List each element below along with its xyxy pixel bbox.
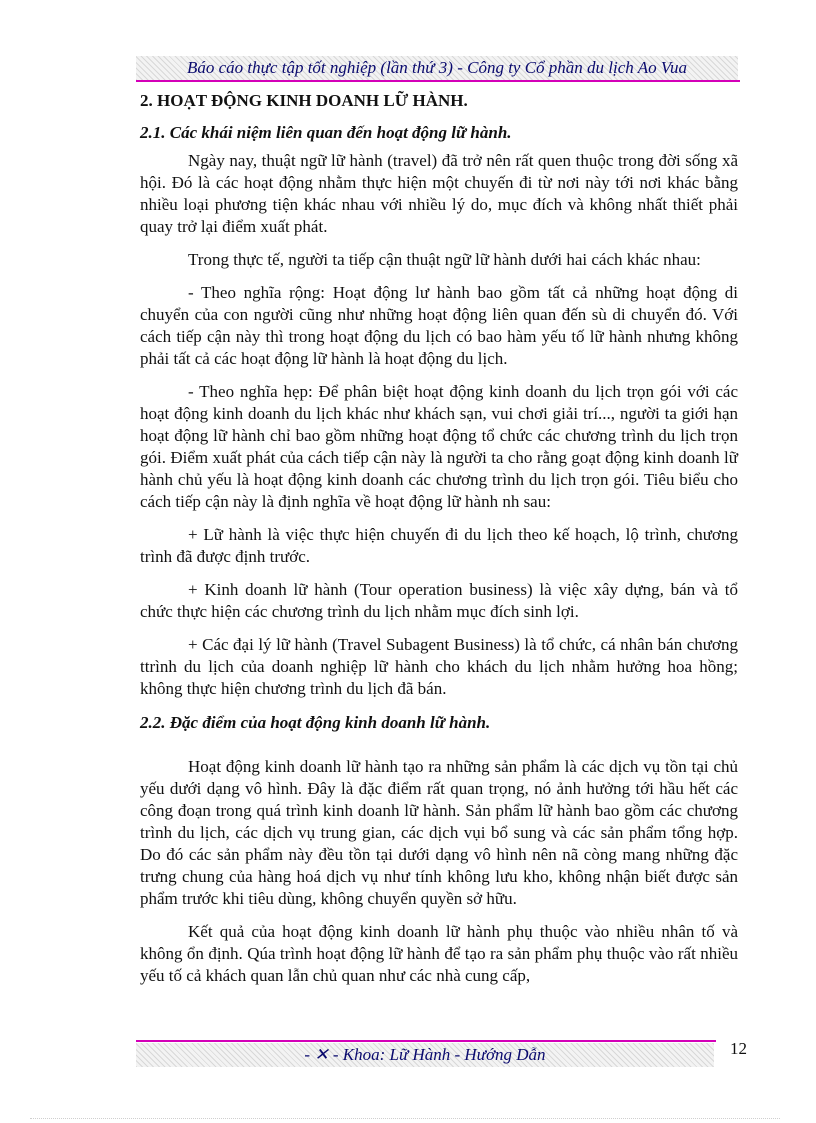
paragraph: - Theo nghĩa rộng: Hoạt động lư hành bao gồm tất cả những hoạt động di chuyển của con người cũng như những hoạt động liên quan đến sù di chuyển đó. Với cách tiếp cận này thì trong hoạt động du lịch có bao hàm yếu tố lữ hành nhưng không phải tất cả các hoạt động lữ hành là hoạt động du lịch.	[140, 283, 738, 368]
page-edge-divider	[30, 1118, 780, 1119]
paragraph: + Các đại lý lữ hành (Travel Subagent Business) là tổ chức, cá nhân bán chương ttrình du lịch của doanh nghiệp lữ hành cho khách du lịch nhằm hưởng hoa hồng; không thực hiện chương trình du lịch đã bán.	[140, 635, 738, 698]
paragraph: Trong thực tế, người ta tiếp cận thuật ngữ lữ hành dưới hai cách khác nhau:	[188, 250, 701, 269]
paragraph: Ngày nay, thuật ngữ lữ hành (travel) đã trở nên rất quen thuộc trong đời sống xã hội. Đó là các hoạt động nhằm thực hiện một chuyến đi từ nơi này tới nơi khác bằng nhiều loại phương tiện khác nhau với nhiều lý do, mục đích và không nhất thiết phải quay trở lại điểm xuất phát.	[140, 151, 738, 236]
header-divider	[136, 80, 740, 82]
section-heading: 2. HOẠT ĐỘNG KINH DOANH LỮ HÀNH.	[140, 91, 468, 110]
subsection-heading-2-1: 2.1. Các khái niệm liên quan đến hoạt động lữ hành.	[140, 123, 512, 142]
footer-divider	[136, 1040, 716, 1042]
document-header-title: Báo cáo thực tập tốt nghiệp (lần thứ 3) - Công ty Cổ phần du lịch Ao Vua	[187, 58, 687, 77]
paragraph: + Kinh doanh lữ hành (Tour operation business) là việc xây dựng, bán và tổ chức thực hiện các chương trình du lịch nhằm mục đích sinh lợi.	[140, 580, 738, 621]
paragraph: Hoạt động kinh doanh lữ hành tạo ra những sản phẩm là các dịch vụ tồn tại chủ yếu dưới dạng vô hình. Đây là đặc điểm rất quan trọng, nó ảnh hưởng tới hầu hết các công đoạn trong quá trình kinh doanh lữ hành. Sản phẩm lữ hành bao gồm các chương trình du lịch, các dịch vụ trung gian, các dịch vụi bổ sung và các sản phẩm tổng hợp. Do đó các sản phẩm này đều tồn tại dưới dạng vô hình nên nã còng mang những đặc trưng chung của hàng hoá dịch vụ như tính không lưu kho, không nhận biết được sản phẩm trước khi tiêu dùng, không chuyển quyền sở hữu.	[140, 757, 738, 908]
document-footer-text: - ✕ - Khoa: Lữ Hành - Hướng Dẫn	[304, 1045, 546, 1064]
paragraph: Kết quả của hoạt động kinh doanh lữ hành phụ thuộc vào nhiều nhân tố và không ổn định. Qúa trình hoạt động lữ hành để tạo ra sản phẩm phụ thuộc vào rất nhiều yếu tố cả khách quan lẫn chủ quan như các nhà cung cấp,	[140, 922, 738, 985]
paragraph: + Lữ hành là việc thực hiện chuyến đi du lịch theo kế hoạch, lộ trình, chương trình đã được định trước.	[140, 525, 738, 566]
page-number: 12	[730, 1039, 747, 1058]
paragraph: - Theo nghĩa hẹp: Để phân biệt hoạt động kinh doanh du lịch trọn gói với các hoạt động kinh doanh du lịch khác như khách sạn, vui chơi giải trí..., người ta giới hạn hoạt động lữ hành chỉ bao gồm những hoạt động tổ chức các chương trình du lịch trọn gói. Điểm xuất phát của cách tiếp cận này là người ta cho rằng goạt động kinh doanh lữ hành chủ yếu là hoạt động kinh doanh các chương trình du lịch trọn gói. Tiêu biểu cho cách tiếp cận này là định nghĩa về hoạt động lữ hành nh sau:	[140, 382, 738, 511]
page-body	[140, 86, 738, 998]
subsection-heading-2-2: 2.2. Đặc điểm của hoạt động kinh doanh lữ hành.	[140, 713, 491, 732]
